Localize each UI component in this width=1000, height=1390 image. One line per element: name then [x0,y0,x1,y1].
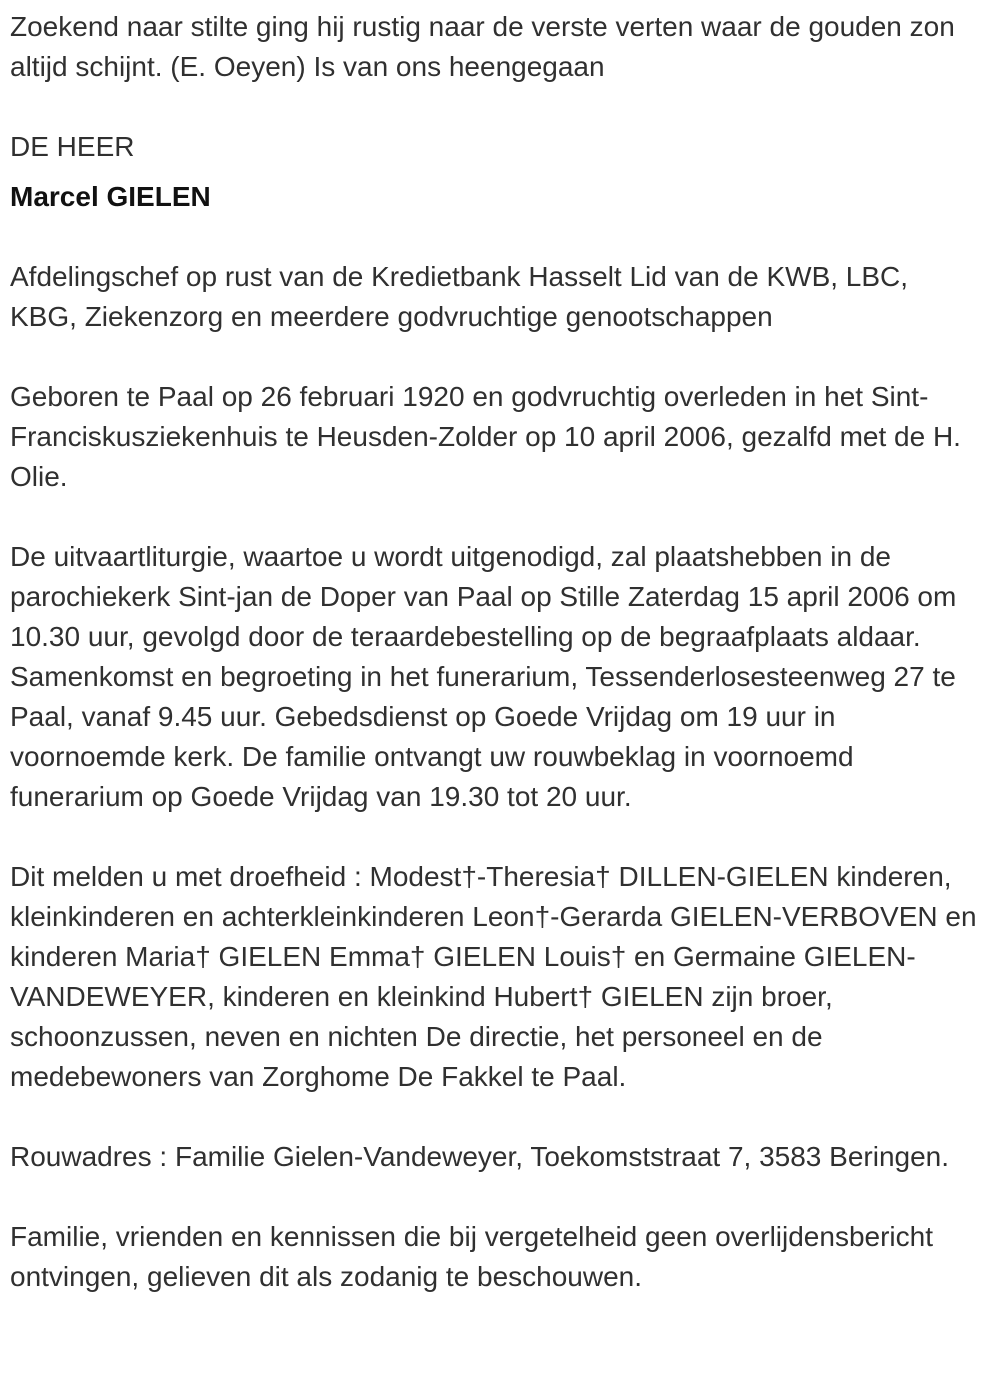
mourning-address-paragraph: Rouwadres : Familie Gielen-Vandeweyer, Toekomststraat 7, 3583 Beringen. [10,1141,950,1172]
career-memberships-paragraph: Afdelingschef op rust van de Kredietbank Hasselt Lid van de KWB, LBC, KBG, Ziekenzorg en meerdere godvruchtige genootschappen [10,261,909,332]
family-announcement-paragraph: Dit melden u met droefheid : Modest†-Theresia† DILLEN-GIELEN kinderen, kleinkinderen en achterkleinkinderen Leon†-Gerarda GIELEN-VERBOVEN en kinderen Maria† GIELEN Emma† GIELEN Louis† en Germaine GIELEN-VANDEWEYER, kinderen en kleinkind Hubert† GIELEN zijn broer, schoonzussen, neven en nichten De directie, het personeel en de medebewoners van Zorghome De Fakkel te Paal. [10,861,977,1092]
honorific-label: DE HEER [10,131,135,162]
birth-death-paragraph: Geboren te Paal op 26 februari 1920 en godvruchtig overleden in het Sint-Franciskusziekenhuis te Heusden-Zolder op 10 april 2006, gezalfd met de H. Olie. [10,381,961,492]
closing-note-paragraph: Familie, vrienden en kennissen die bij vergetelheid geen overlijdensbericht ontvingen, gelieven dit als zodanig te beschouwen. [10,1221,933,1292]
deceased-name: Marcel GIELEN [10,181,211,212]
funeral-arrangements-paragraph: De uitvaartliturgie, waartoe u wordt uitgenodigd, zal plaatshebben in de parochiekerk Sint-jan de Doper van Paal op Stille Zaterdag 15 april 2006 om 10.30 uur, gevolgd door de teraardebestelling op de begraafplaats aldaar. Samenkomst en begroeting in het funerarium, Tessenderlosesteenweg 27 te Paal, vanaf 9.45 uur. Gebedsdienst op Goede Vrijdag om 19 uur in voornoemde kerk. De familie ontvangt uw rouwbeklag in voornoemd funerarium op Goede Vrijdag van 19.30 tot 20 uur. [10,541,957,812]
epigraph-text: Zoekend naar stilte ging hij rustig naar de verste verten waar de gouden zon altijd schijnt. (E. Oeyen) Is van ons heengegaan [10,11,955,82]
